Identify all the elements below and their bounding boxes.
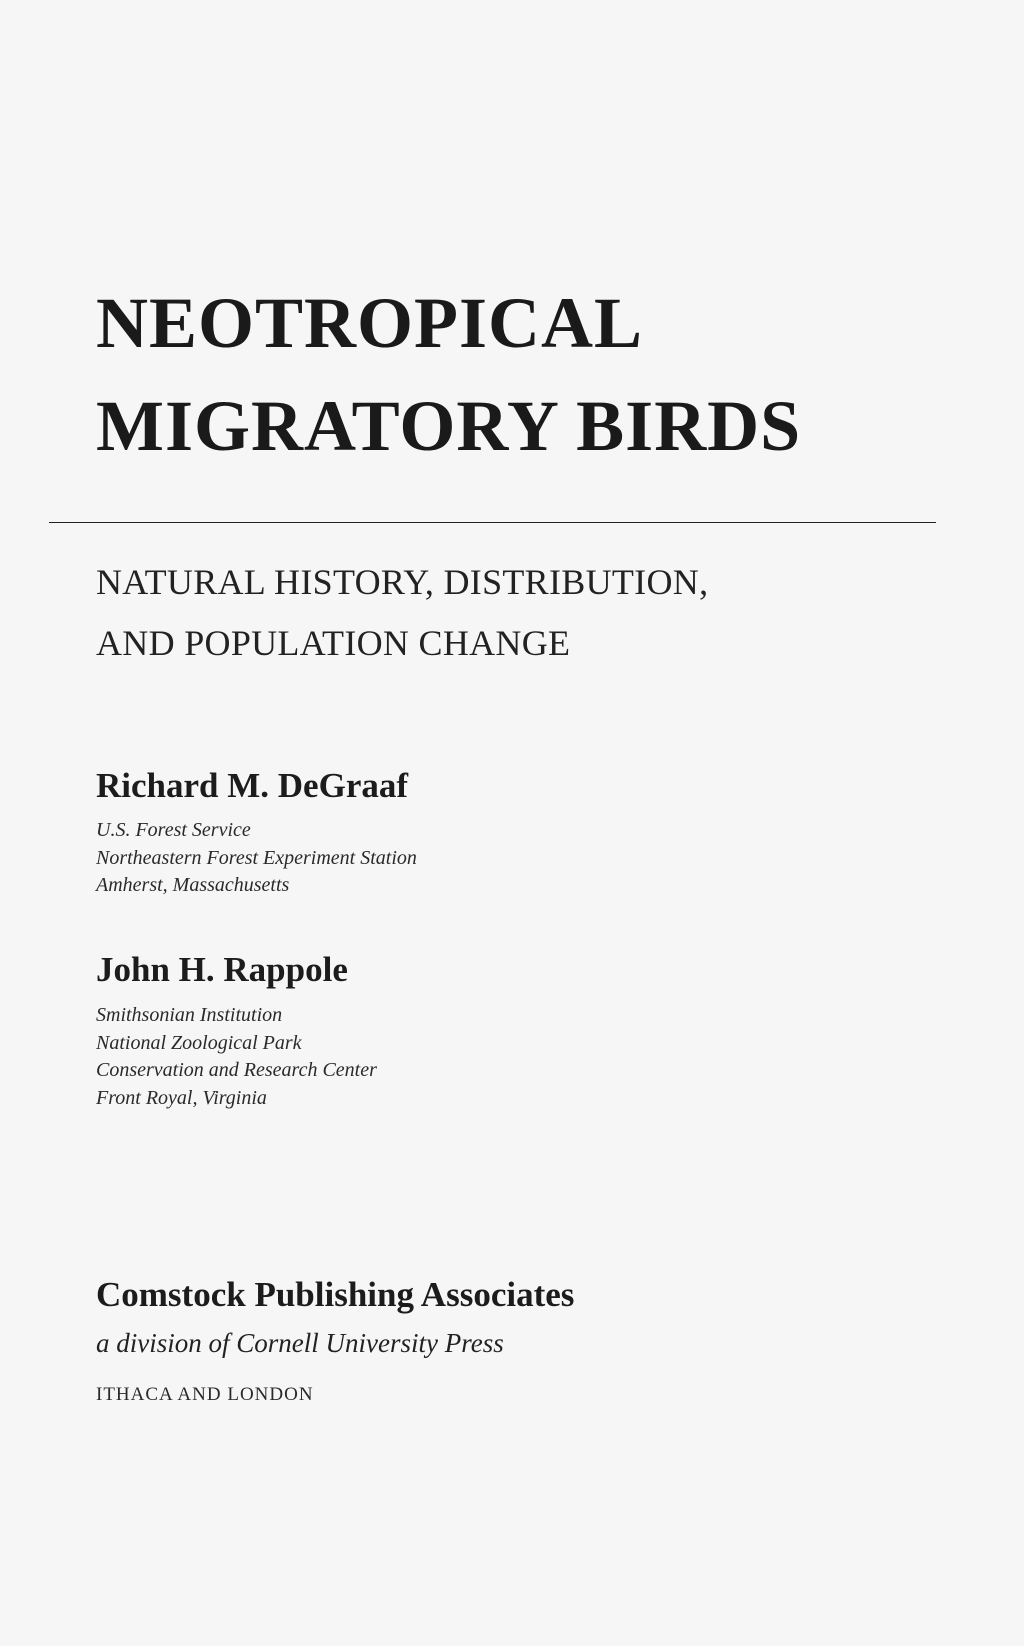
affiliation-line: Northeastern Forest Experiment Station (96, 846, 417, 869)
book-title-line-1: NEOTROPICAL (96, 283, 644, 363)
publisher-division: a division of Cornell University Press (96, 1328, 504, 1358)
author-affiliation (96, 1002, 377, 1112)
author-affiliation (96, 817, 417, 900)
title-divider-rule (49, 522, 936, 523)
affiliation-line: Conservation and Research Center (96, 1059, 377, 1081)
affiliation-line: Smithsonian Institution (96, 1004, 283, 1026)
book-subtitle-line-2: AND POPULATION CHANGE (96, 623, 571, 663)
affiliation-line: Front Royal, Virginia (96, 1086, 267, 1109)
affiliation-line: U.S. Forest Service (96, 819, 251, 841)
affiliation-line: National Zoological Park (96, 1031, 302, 1054)
author-name: Richard M. DeGraaf (96, 766, 409, 805)
publisher-cities: ITHACA AND LONDON (96, 1384, 314, 1405)
publisher-name: Comstock Publishing Associates (96, 1275, 575, 1314)
book-subtitle-line-1: NATURAL HISTORY, DISTRIBUTION, (96, 562, 709, 602)
book-title-line-2: MIGRATORY BIRDS (96, 386, 802, 466)
author-name: John H. Rappole (96, 950, 348, 989)
affiliation-line: Amherst, Massachusetts (96, 874, 290, 896)
